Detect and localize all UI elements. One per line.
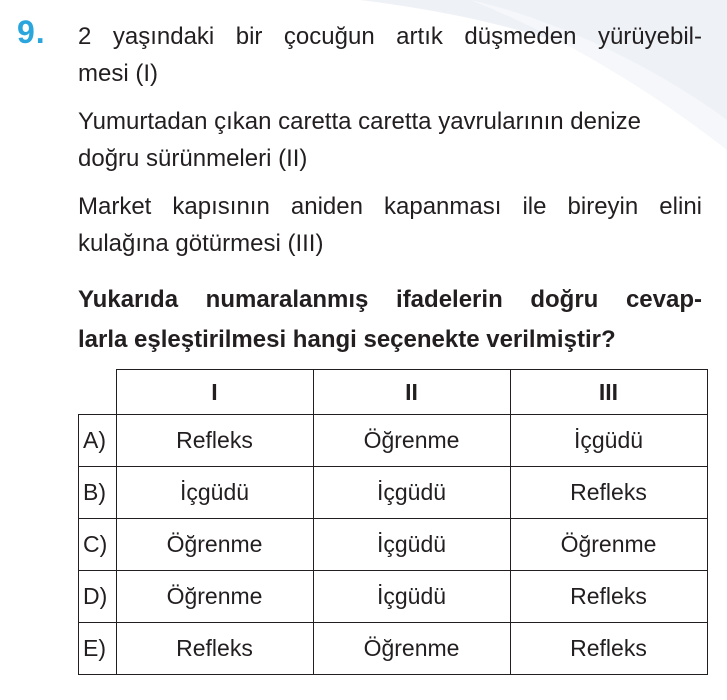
statement-line: Market kapısının aniden kapanması ile bireyin elini <box>78 193 702 220</box>
table-cell: Refleks <box>116 415 313 467</box>
statement-1 <box>78 18 702 92</box>
option-label[interactable]: E) <box>79 623 117 675</box>
statement-line: 2 yaşındaki bir çocuğun artık düşmeden yürüyebil- <box>78 23 702 50</box>
statement-2 <box>78 103 641 177</box>
table-cell: Öğrenme <box>313 415 510 467</box>
statement-3 <box>78 188 702 262</box>
table-cell: İçgüdü <box>313 519 510 571</box>
option-row-a[interactable] <box>79 415 708 467</box>
table-cell: Öğrenme <box>116 519 313 571</box>
question-number: 9. <box>17 14 46 50</box>
statement-line: Yumurtadan çıkan caretta caretta yavrularının denize <box>78 108 641 135</box>
table-cell: Refleks <box>116 623 313 675</box>
statement-line: doğru sürünmeleri (II) <box>78 145 308 172</box>
question-prompt <box>78 280 702 360</box>
corner-cell <box>79 370 117 415</box>
table-cell: Öğrenme <box>116 571 313 623</box>
option-row-d[interactable] <box>79 571 708 623</box>
option-label[interactable]: C) <box>79 519 117 571</box>
table-cell: Refleks <box>510 623 707 675</box>
table-cell: Refleks <box>510 467 707 519</box>
table-cell: İçgüdü <box>116 467 313 519</box>
statement-line: mesi (I) <box>78 60 158 87</box>
table-cell: İçgüdü <box>313 571 510 623</box>
prompt-line: larla eşleştirilmesi hangi seçenekte verilmiştir? <box>78 326 616 353</box>
option-label[interactable]: D) <box>79 571 117 623</box>
table-cell: Öğrenme <box>313 623 510 675</box>
option-row-c[interactable] <box>79 519 708 571</box>
header-row <box>79 370 708 415</box>
option-row-b[interactable] <box>79 467 708 519</box>
column-header: I <box>116 370 313 415</box>
option-row-e[interactable] <box>79 623 708 675</box>
table-cell: Refleks <box>510 571 707 623</box>
table-cell: İçgüdü <box>510 415 707 467</box>
prompt-line: Yukarıda numaralanmış ifadelerin doğru cevap- <box>78 286 702 313</box>
table-cell: İçgüdü <box>313 467 510 519</box>
column-header: III <box>510 370 707 415</box>
column-header: II <box>313 370 510 415</box>
statement-line: kulağına götürmesi (III) <box>78 230 324 257</box>
option-label[interactable]: A) <box>79 415 117 467</box>
option-label[interactable]: B) <box>79 467 117 519</box>
answer-table <box>78 369 708 675</box>
table-cell: Öğrenme <box>510 519 707 571</box>
